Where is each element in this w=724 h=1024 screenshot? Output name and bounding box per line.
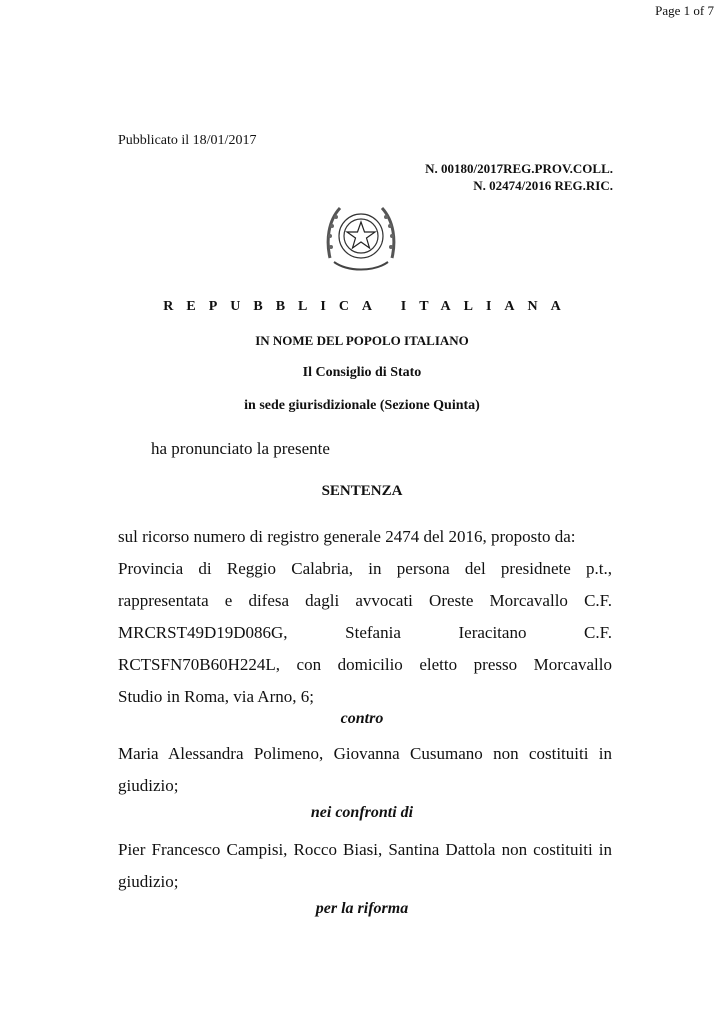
popolo-heading: IN NOME DEL POPOLO ITALIANO bbox=[255, 333, 469, 348]
paragraph-line: RCTSFN70B60H224L, con domicilio eletto presso Morcavallo bbox=[118, 655, 612, 674]
republic-heading: REPUBBLICA ITALIANA bbox=[163, 299, 574, 314]
consiglio-heading: Il Consiglio di Stato bbox=[302, 365, 422, 380]
paragraph-line: giudizio; bbox=[118, 872, 179, 891]
paragraph-line: Provincia di Reggio Calabria, in persona del presidnete p.t., bbox=[118, 559, 612, 578]
sentenza-title: SENTENZA bbox=[321, 483, 403, 499]
intro-text: ha pronunciato la presente bbox=[151, 439, 330, 458]
per-la-riforma-label: per la riforma bbox=[315, 900, 409, 917]
page-number: Page 1 of 7 bbox=[655, 3, 714, 18]
registry-line-2: N. 02474/2016 REG.RIC. bbox=[473, 178, 613, 193]
contro-label: contro bbox=[340, 710, 384, 727]
paragraph-line: Pier Francesco Campisi, Rocco Biasi, Santina Dattola non costituiti in bbox=[118, 840, 612, 859]
italian-republic-emblem-icon bbox=[318, 196, 404, 282]
publication-date: Pubblicato il 18/01/2017 bbox=[118, 133, 257, 148]
confronti-paragraph bbox=[118, 834, 612, 898]
paragraph-line: Maria Alessandra Polimeno, Giovanna Cusumano non costituiti in bbox=[118, 744, 612, 763]
sede-heading: in sede giurisdizionale (Sezione Quinta) bbox=[244, 398, 480, 413]
ricorso-paragraph bbox=[118, 521, 612, 713]
paragraph-line: sul ricorso numero di registro generale 2474 del 2016, proposto da: bbox=[118, 527, 576, 546]
contro-paragraph bbox=[118, 738, 612, 802]
paragraph-line: Studio in Roma, via Arno, 6; bbox=[118, 687, 314, 706]
registry-numbers bbox=[425, 160, 613, 194]
paragraph-line: rappresentata e difesa dagli avvocati Oreste Morcavallo C.F. bbox=[118, 591, 612, 610]
registry-line-1: N. 00180/2017REG.PROV.COLL. bbox=[425, 161, 613, 176]
paragraph-line: MRCRST49D19D086G, Stefania Ieracitano C.F. bbox=[118, 623, 612, 642]
paragraph-line: giudizio; bbox=[118, 776, 179, 795]
nei-confronti-label: nei confronti di bbox=[310, 804, 414, 821]
